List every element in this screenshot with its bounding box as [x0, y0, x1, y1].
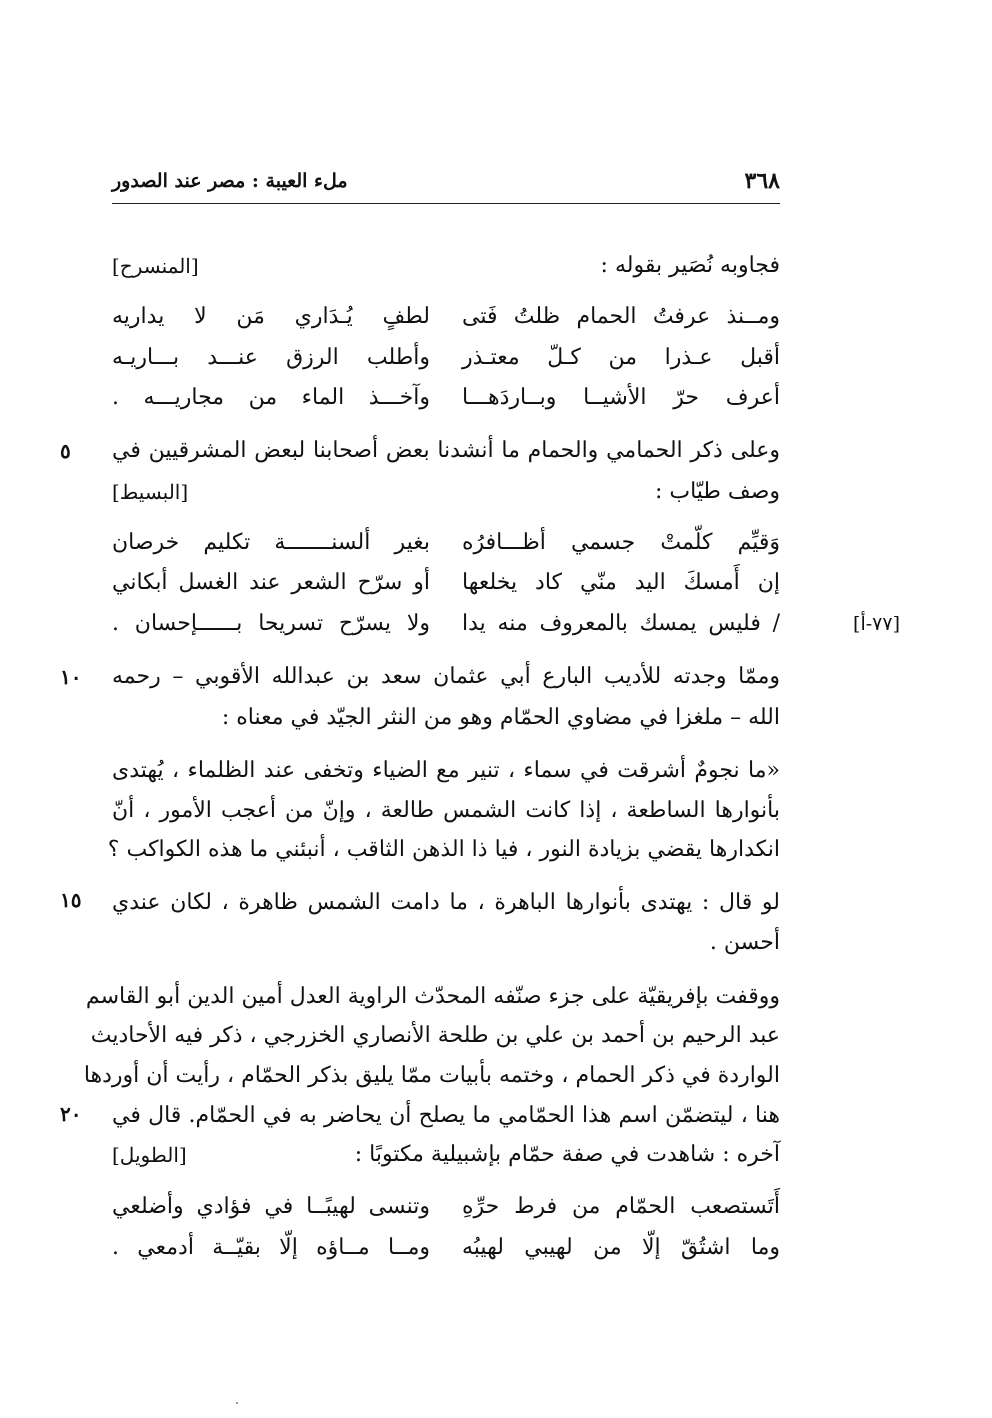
paragraph-line: انكدارها يقضي بزيادة النور ، فيا ذا الذهن الثاقب ، أنبئني ما هذه الكواكب ؟	[107, 837, 780, 862]
verse-hemistich-first: أَتَستصعب الحمّام من فرط حرِّهِ	[462, 1194, 780, 1219]
verse-hemistich-second: ومــا مــاؤه إلّا بقيّــة أدمعي .	[112, 1235, 430, 1260]
verse-line	[112, 338, 780, 378]
verse-hemistich-first: وما اشتُقّ إلّا من لهيبي لهيبُه	[462, 1235, 780, 1260]
page-number: ٣٦٨	[744, 168, 780, 194]
verse-hemistich-first: ومــنذ عرفتُ الحمام ظلتُ فَتى	[462, 304, 780, 329]
margin-folio-reference: [٧٧-أ]	[853, 613, 900, 635]
page-header	[112, 168, 780, 202]
meter-label-tawil: [الطويل]	[112, 1143, 187, 1167]
verse-line	[112, 563, 780, 603]
paragraph-line: الواردة في ذكر الحمام ، وختمه بأبيات ممّا يليق بذكر الحمّام ، رأيت أن أوردها	[83, 1063, 780, 1088]
verse-hemistich-second: وآخـــذ الماء من مجاريـــه .	[112, 385, 430, 410]
paragraph-line: وعلى ذكر الحمامي والحمام ما أنشدنا بعض أصحابنا لبعض المشرقيين في	[112, 438, 780, 463]
verse-line	[112, 1187, 780, 1227]
verse-hemistich-second: وأطلب الرزق عنـــد بـــاريـه	[112, 345, 430, 370]
paragraph-line: عبد الرحيم بن أحمد بن علي بن طلحة الأنصاري الخزرجي ، ذكر فيه الأحاديث	[90, 1023, 780, 1048]
paragraph-line: أحسن .	[709, 930, 780, 955]
verse-line	[112, 378, 780, 418]
line-number: ٢٠	[60, 1102, 82, 1126]
verse-hemistich-second: وتنسى لهيبًــا في فؤادي وأضلعي	[112, 1194, 430, 1219]
line-number: ١٠	[60, 665, 82, 689]
verse-hemistich-second: ولا يسرّح تسريحا بــــــإحسان .	[112, 611, 430, 636]
verse-hemistich-first: إن أَمسكَ اليد منّي كاد يخلعها	[462, 570, 780, 595]
verse-line	[112, 1228, 780, 1268]
header-rule	[112, 203, 780, 204]
verse-hemistich-first: / فليس يمسك بالمعروف منه يدا	[462, 611, 780, 636]
paragraph-line: «ما نجومٌ أشرقت في سماء ، تنير مع الضياء وتخفى عند الظلماء ، يُهتدى	[112, 758, 780, 783]
meter-label-basit: [البسيط]	[112, 480, 189, 504]
verse-line	[112, 297, 780, 337]
verse-hemistich-second: بغير ألسنـــــــة تكليم خرصان	[112, 530, 430, 555]
paragraph-line: الله – ملغزا في مضاوي الحمّام وهو من النثر الجيّد في معناه :	[221, 705, 780, 730]
paragraph-line: لو قال : يهتدى بأنوارها الباهرة ، ما دامت الشمس ظاهرة ، لكان عندي	[112, 890, 780, 915]
verse-hemistich-first: أقبل عـذرا من كـلّ معتـذر	[462, 345, 780, 370]
running-title: ملء العيبة : مصر عند الصدور	[112, 170, 348, 192]
paragraph-line: وصف طيّاب :	[654, 479, 780, 504]
intro-line: فجاوبه نُصَير بقوله :	[600, 253, 780, 278]
scan-speck	[236, 1402, 238, 1404]
verse-hemistich-first: وَقيِّم كلّمتْ جسمي أظـــافرُه	[462, 530, 780, 555]
verse-hemistich-first: أعرف حرّ الأشيــا وبــاردَهـــا	[462, 385, 780, 410]
line-number: ١٥	[60, 888, 82, 912]
line-number: ٥	[60, 439, 71, 463]
verse-line	[112, 604, 780, 644]
paragraph-line: وممّا وجدته للأديب البارع أبي عثمان سعد بن عبدالله الأقوبي – رحمه	[112, 664, 781, 689]
verse-hemistich-second: لطفٍ يُـدَاري مَن لا يداريه	[112, 304, 430, 329]
verse-hemistich-second: أو سرّح الشعر عند الغسل أبكاني	[112, 570, 430, 595]
paragraph-line: هنا ، ليتضمّن اسم هذا الحمّامي ما يصلح أن يحاضر به في الحمّام. قال في	[112, 1103, 780, 1128]
meter-label-munsarih: [المنسرح]	[112, 254, 199, 278]
verse-line	[112, 523, 780, 563]
paragraph-line: بأنوارها الساطعة ، إذا كانت الشمس طالعة ، وإنّ من أعجب الأمور ، أنّ	[112, 798, 780, 823]
paragraph-line: آخره : شاهدت في صفة حمّام بإشبيلية مكتوبًا :	[354, 1142, 780, 1167]
paragraph-line: ووقفت بإفريقيّة على جزء صنّفه المحدّث الراوية العدل أمين الدين أبو القاسم	[85, 984, 780, 1009]
